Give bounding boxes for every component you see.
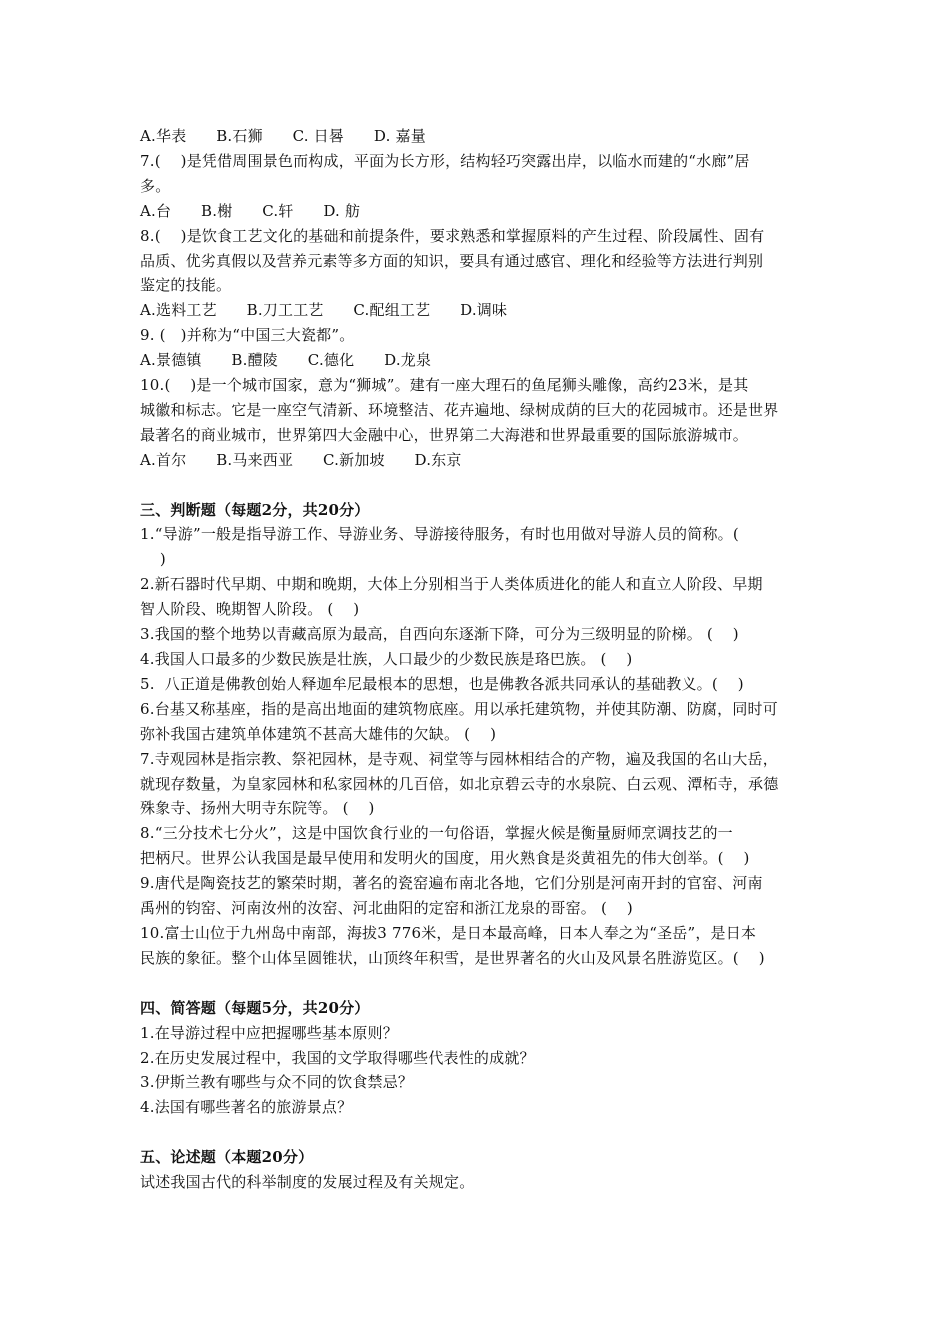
section3-title: 三、判断题（每题2分，共20分）: [140, 500, 370, 519]
section3-line: 2.新石器时代早期、中期和晚期，大体上分别相当于人类体质进化的能人和直立人阶段、早期: [140, 575, 763, 594]
q7-options: A.台 B.榭 C.轩 D. 舫: [140, 201, 361, 220]
section3-line: 禹州的钧窑、河南汝州的汝窑、河北曲阳的定窑和浙江龙泉的哥窑。 ( ): [140, 899, 633, 918]
section3-line: 6.台基又称基座，指的是高出地面的建筑物底座。用以承托建筑物，并使其防潮、防腐，同时可: [140, 699, 778, 718]
exam-page: [140, 124, 812, 1195]
section4-line: 2.在历史发展过程中，我国的文学取得哪些代表性的成就？: [140, 1048, 535, 1067]
section4-line: 1.在导游过程中应把握哪些基本原则？: [140, 1023, 398, 1042]
q8-stem-line-1: 8.( )是饮食工艺文化的基础和前提条件，要求熟悉和掌握原料的产生过程、阶段属性、固有: [140, 226, 765, 245]
section4-line: 3.伊斯兰教有哪些与众不同的饮食禁忌？: [140, 1073, 414, 1092]
section3-line: 弥补我国古建筑单体建筑不甚高大雄伟的欠缺。 ( ): [140, 724, 497, 743]
section3-line: 9.唐代是陶瓷技艺的繁荣时期，著名的瓷窑遍布南北各地，它们分别是河南开封的官窑、河南: [140, 874, 763, 893]
q7-stem-line-2: 多。: [140, 176, 171, 195]
section5-line: 试述我国古代的科举制度的发展过程及有关规定。: [140, 1173, 475, 1192]
q8-options: A.选料工艺 B.刀工工艺 C.配组工艺 D.调味: [140, 301, 508, 320]
section3-line: 8.“三分技术七分火”，这是中国饮食行业的一句俗语，掌握火候是衡量厨师烹调技艺的一: [140, 824, 733, 843]
section3-line: 7.寺观园林是指宗教、祭祀园林，是寺观、祠堂等与园林相结合的产物，遍及我国的名山大岳，: [140, 749, 778, 768]
section5-title: 五、论述题（本题20分）: [140, 1148, 314, 1167]
q6-options: A.华表 B.石狮 C. 日晷 D. 嘉量: [140, 127, 426, 145]
q9-options: A.景德镇 B.醴陵 C.德化 D.龙泉: [140, 351, 432, 370]
section3-body: [140, 522, 812, 970]
q10-options: A.首尔 B.马来西亚 C.新加坡 D.东京: [140, 450, 462, 469]
q10-stem-line-1: 10.( )是一个城市国家，意为“狮城”。建有一座大理石的鱼尾狮头雕像，高约23米，是其: [140, 376, 749, 395]
section5-body: [140, 1170, 812, 1195]
q8-stem-line-2: 品质、优劣真假以及营养元素等多方面的知识，要具有通过感官、理化和经验等方法进行判别: [140, 251, 764, 270]
section4-body: [140, 1021, 812, 1121]
q9-stem: 9. ( )并称为“中国三大瓷都”。: [140, 326, 355, 345]
q10-stem-line-3: 最著名的商业城市，世界第四大金融中心，世界第二大海港和世界最重要的国际旅游城市。: [140, 425, 749, 444]
section3-line: 智人阶段、晚期智人阶段。 ( ): [140, 600, 360, 619]
section4-line: 4.法国有哪些著名的旅游景点？: [140, 1098, 353, 1117]
q7-stem-line-1: 7.( )是凭借周围景色而构成，平面为长方形，结构轻巧突露出岸，以临水而建的“水廊”居: [140, 151, 750, 170]
section3-line: 把柄尺。世界公认我国是最早使用和发明火的国度，用火熟食是炎黄祖先的伟大创举。( ): [140, 849, 750, 868]
spacer: [140, 473, 812, 498]
section3-line: 殊象寺、扬州大明寺东院等。 ( ): [140, 799, 375, 818]
section4-title: 四、简答题（每题5分，共20分）: [140, 998, 370, 1017]
spacer: [140, 971, 812, 996]
section3-line: 就现存数量，为皇家园林和私家园林的几百倍，如北京碧云寺的水泉院、白云观、潭柘寺，承德: [140, 774, 779, 793]
q10-stem-line-2: 城徽和标志。它是一座空气清新、环境整洁、花卉遍地、绿树成荫的巨大的花园城市。还是世界: [140, 400, 779, 419]
section3-line: 民族的象征。整个山体呈圆锥状，山顶终年积雪，是世界著名的火山及风景名胜游览区。( ): [140, 948, 765, 967]
section3-line: 5. 八正道是佛教创始人释迦牟尼最根本的思想，也是佛教各派共同承认的基础教义。( ): [140, 674, 744, 693]
section3-line: ): [140, 550, 166, 569]
section3-line: 1.“导游”一般是指导游工作、导游业务、导游接待服务，有时也用做对导游人员的简称。(: [140, 525, 739, 544]
section3-line: 4.我国人口最多的少数民族是壮族，人口最少的少数民族是珞巴族。 ( ): [140, 650, 633, 669]
q8-stem-line-3: 鉴定的技能。: [140, 276, 232, 295]
section3-line: 10.富士山位于九州岛中南部，海拔3 776米，是日本最高峰，日本人奉之为“圣岳”，是日本: [140, 923, 757, 942]
section3-line: 3.我国的整个地势以青藏高原为最高，自西向东逐渐下降，可分为三级明显的阶梯。 ( ): [140, 625, 739, 644]
spacer: [140, 1120, 812, 1145]
